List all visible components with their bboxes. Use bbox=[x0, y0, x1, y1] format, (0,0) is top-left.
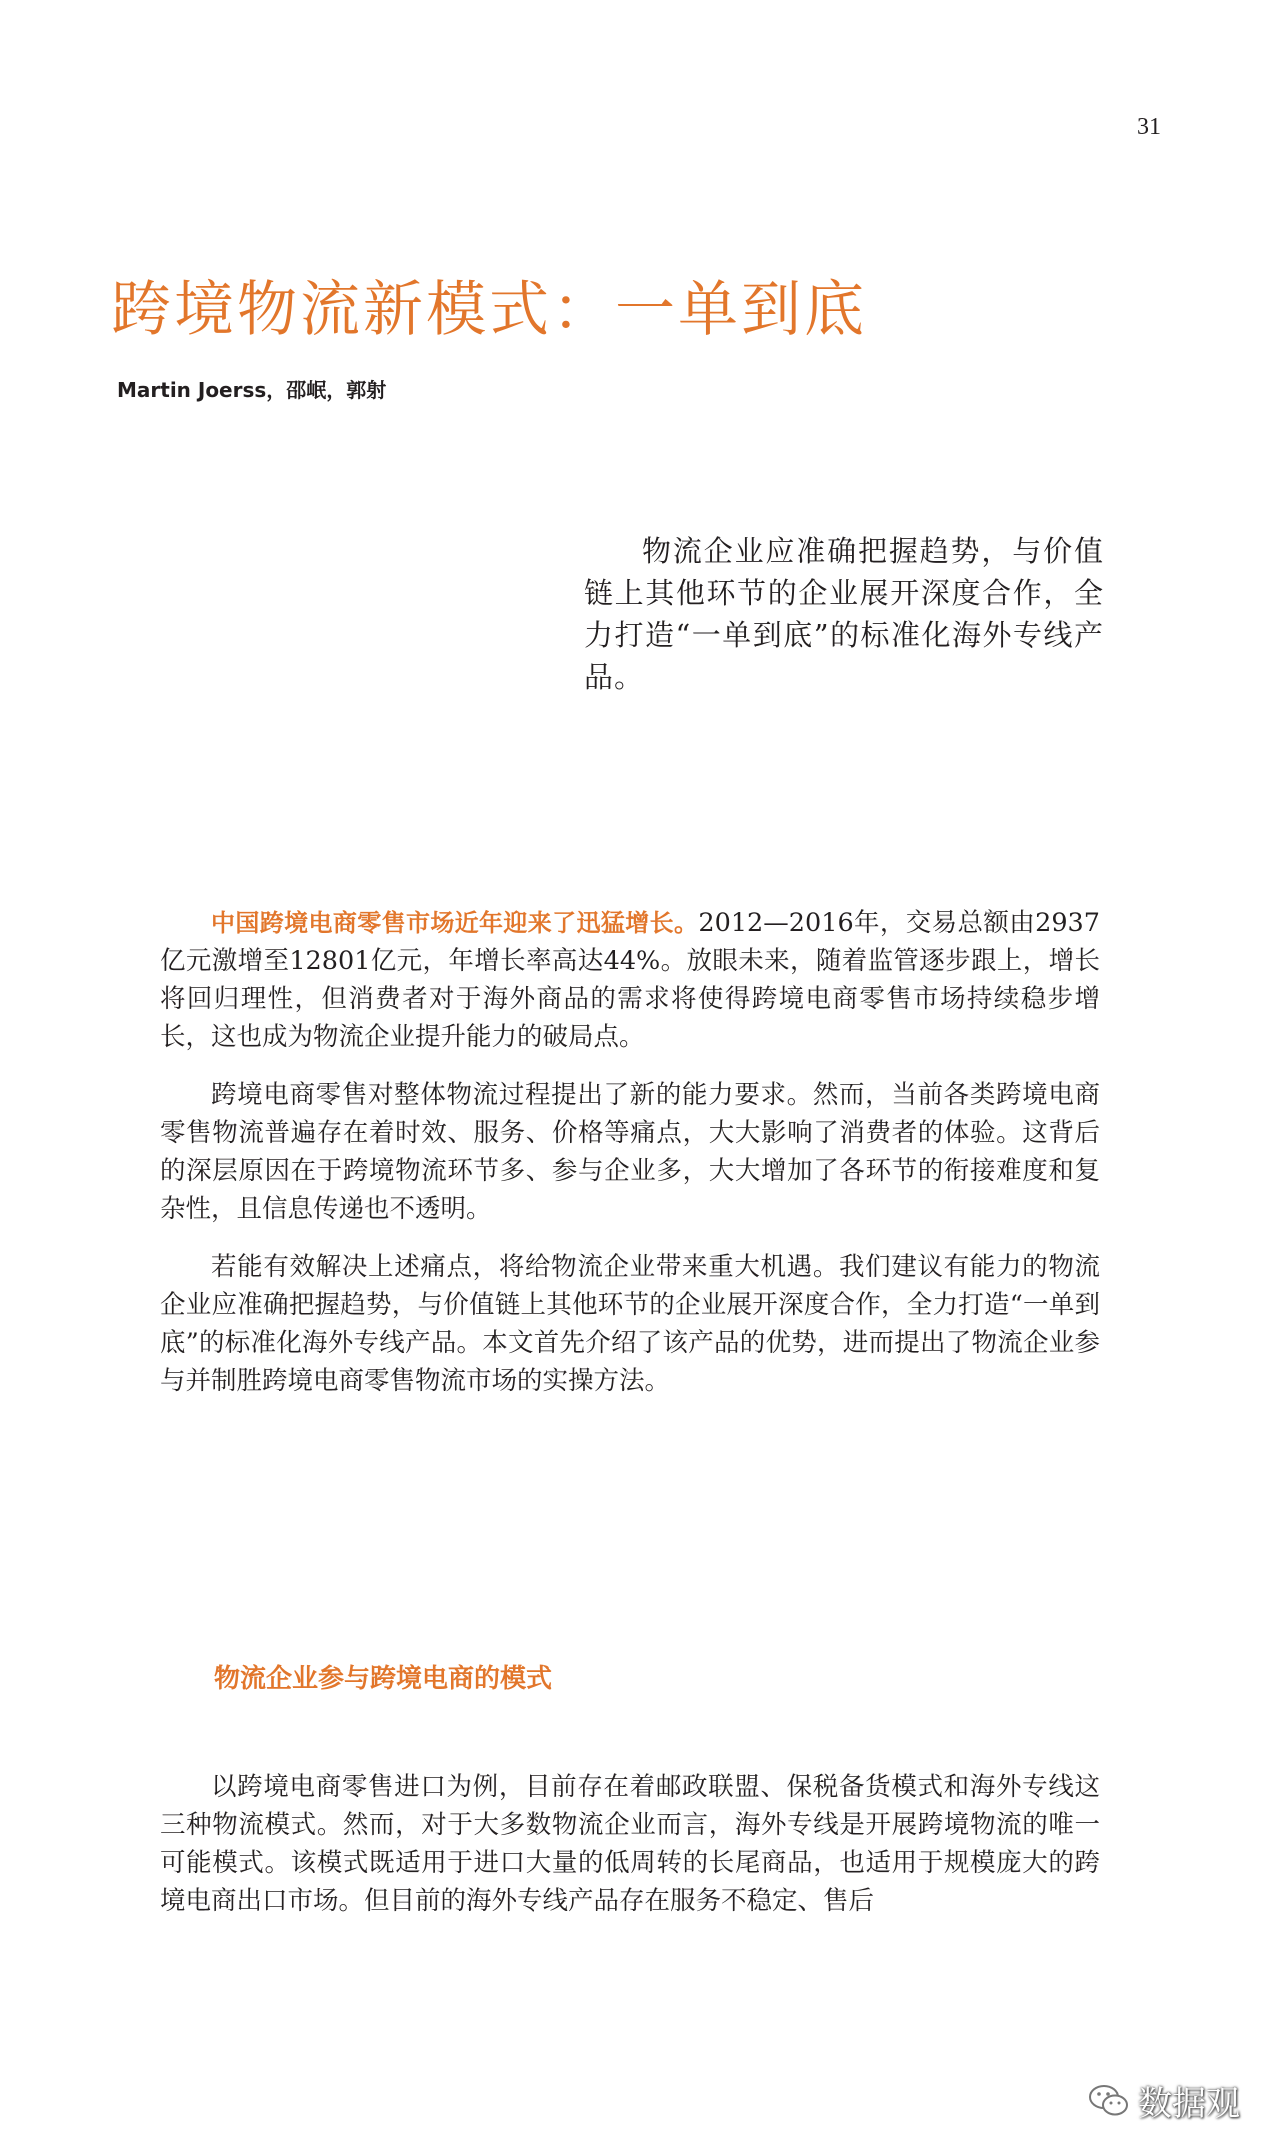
page-number: 31 bbox=[1137, 114, 1161, 140]
section-body bbox=[160, 1768, 1100, 1940]
intro-paragraph-3: 若能有效解决上述痛点，将给物流企业带来重大机遇。我们建议有能力的物流企业应准确把握趋势，与价值链上其他环节的企业展开深度合作，全力打造“一单到底”的标准化海外专线产品。本文首先介绍了该产品的优势，进而提出了物流企业参与并制胜跨境电商零售物流市场的实操方法。 bbox=[160, 1252, 1100, 1396]
article-title: 跨境物流新模式：一单到底 bbox=[111, 275, 867, 345]
intro-body bbox=[160, 904, 1100, 1420]
wechat-icon bbox=[1088, 2083, 1130, 2119]
section-paragraph-1: 以跨境电商零售进口为例，目前存在着邮政联盟、保税备货模式和海外专线这三种物流模式。然而，对于大多数物流企业而言，海外专线是开展跨境物流的唯一可能模式。该模式既适用于进口大量的低周转的长尾商品，也适用于规模庞大的跨境电商出口市场。但目前的海外专线产品存在服务不稳定、售后 bbox=[160, 1772, 1100, 1916]
article-authors: Martin Joerss，邵岷，郭射 bbox=[117, 378, 387, 402]
watermark-text: 数据观 bbox=[1138, 2084, 1240, 2124]
pull-quote: 物流企业应准确把握趋势，与价值链上其他环节的企业展开深度合作，全力打造“一单到底”的标准化海外专线产品。 bbox=[584, 534, 1104, 694]
section-heading: 物流企业参与跨境电商的模式 bbox=[214, 1664, 553, 1694]
watermark bbox=[1088, 2076, 1240, 2125]
intro-paragraph-1-text: 2012—2016年，交易总额由2937亿元激增至12801亿元，年增长率高达44%。放眼未来，随着监管逐步跟上，增长将回归理性，但消费者对于海外商品的需求将使得跨境电商零售市场持续稳步增长，这也成为物流企业提升能力的破局点。 bbox=[160, 908, 1101, 1052]
intro-lead-sentence: 中国跨境电商零售市场近年迎来了迅猛增长。 bbox=[211, 909, 699, 937]
intro-paragraph-1 bbox=[160, 904, 1100, 1056]
intro-paragraph-2: 跨境电商零售对整体物流过程提出了新的能力要求。然而，当前各类跨境电商零售物流普遍存在着时效、服务、价格等痛点，大大影响了消费者的体验。这背后的深层原因在于跨境物流环节多、参与企业多，大大增加了各环节的衔接难度和复杂性，且信息传递也不透明。 bbox=[160, 1080, 1100, 1224]
